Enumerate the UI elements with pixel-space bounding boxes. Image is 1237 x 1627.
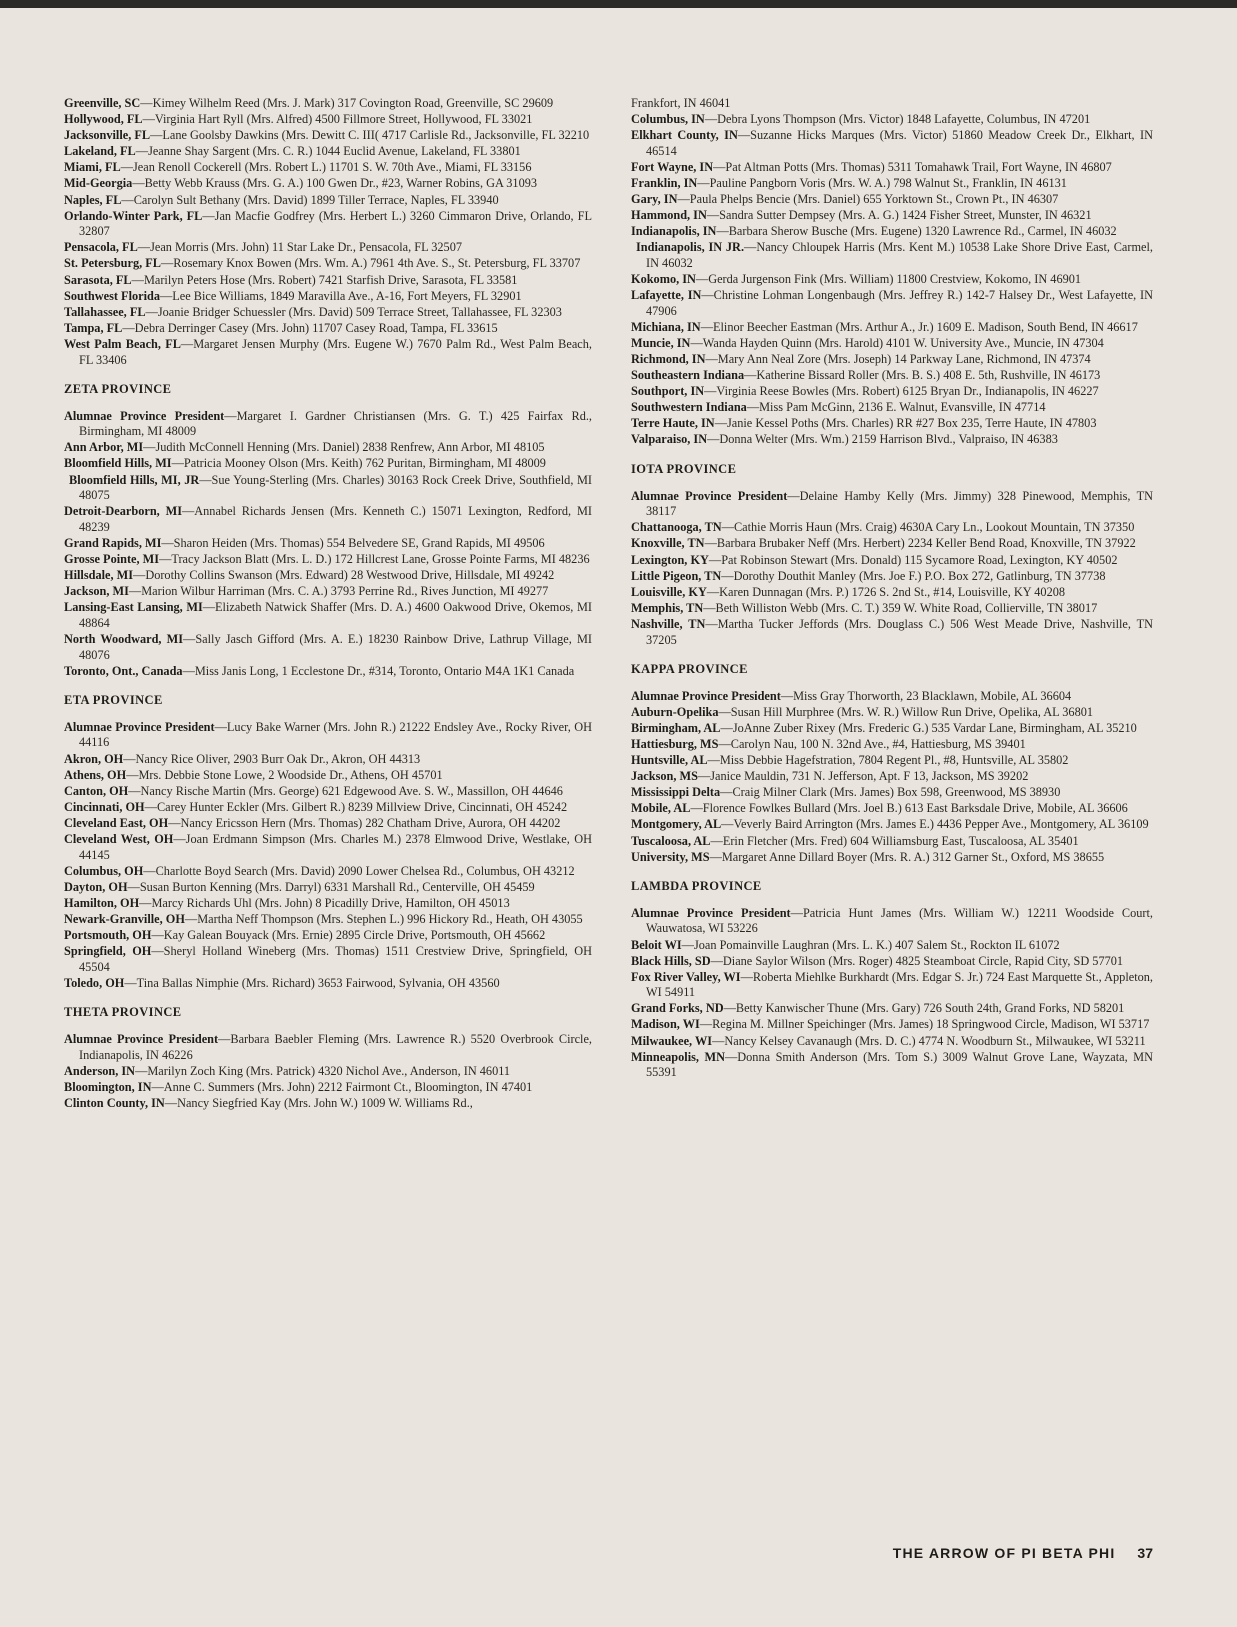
directory-entry <box>631 400 1153 416</box>
chapter-name: Tallahassee, FL <box>64 304 146 319</box>
directory-entry <box>64 880 592 896</box>
directory-entry <box>64 289 592 305</box>
directory-entry <box>64 160 592 176</box>
chapter-name: Alumnae Province President <box>64 1032 219 1047</box>
chapter-name: Louisville, KY <box>631 584 707 599</box>
chapter-name: Knoxville, TN <box>631 536 705 551</box>
entry-details: —Martha Tucker Jeffords (Mrs. Douglass C.) 506 West Meade Drive, Nashville, TN 37205 <box>646 616 1153 647</box>
province-heading: KAPPA PROVINCE <box>631 662 748 677</box>
chapter-name: Indianapolis, IN <box>631 224 717 239</box>
directory-entry <box>631 705 1153 721</box>
entry-details: —Elizabeth Natwick Shaffer (Mrs. D. A.) 4600 Oakwood Drive, Okemos, MI 48864 <box>79 600 592 630</box>
chapter-name: Grand Forks, ND <box>631 1001 724 1016</box>
chapter-name: Alumnae Province President <box>631 905 791 920</box>
entry-details: —Sheryl Holland Wineberg (Mrs. Thomas) 1511 Crestview Drive, Springfield, OH 45504 <box>79 944 593 974</box>
directory-entry <box>631 834 1153 850</box>
chapter-name: Clinton County, IN <box>64 1095 165 1110</box>
entry-details: —Charlotte Boyd Search (Mrs. David) 2090 Lower Chelsea Rd., Columbus, OH 43212 <box>143 863 575 878</box>
entry-details: —Debra Lyons Thompson (Mrs. Victor) 1848 Lafayette, Columbus, IN 47201 <box>704 112 1091 127</box>
publication-title: THE ARROW OF PI BETA PHI <box>892 1545 1116 1561</box>
chapter-name: Orlando-Winter Park, FL <box>64 208 203 223</box>
chapter-name: Anderson, IN <box>64 1063 136 1078</box>
entry-details: —Cathie Morris Haun (Mrs. Craig) 4630A Cary Ln., Lookout Mountain, TN 37350 <box>721 520 1135 535</box>
province-heading: ZETA PROVINCE <box>64 382 172 397</box>
entry-details: Frankfort, IN 46041 <box>631 96 731 110</box>
chapter-name: Grand Rapids, MI <box>64 535 162 550</box>
entry-details: —Joan Pomainville Laughran (Mrs. L. K.) 407 Salem St., Rockton IL 61072 <box>681 937 1060 952</box>
chapter-name: University, MS <box>631 849 710 864</box>
directory-entry <box>631 569 1153 585</box>
chapter-name: Miami, FL <box>64 160 121 175</box>
directory-entry <box>631 536 1153 552</box>
directory-entry <box>631 585 1153 601</box>
entry-details: —Christine Lohman Longenbaugh (Mrs. Jeffrey R.) 142-7 Halsey Dr., West Lafayette, IN 47906 <box>646 288 1153 318</box>
entry-details: —Florence Fowlkes Bullard (Mrs. Joel B.) 613 East Barksdale Drive, Mobile, AL 36606 <box>690 801 1128 816</box>
entry-details: —Nancy Chloupek Harris (Mrs. Kent M.) 10538 Lake Shore Drive East, Carmel, IN 46032 <box>646 240 1153 270</box>
chapter-name: St. Petersburg, FL <box>64 256 161 271</box>
directory-entry <box>631 801 1153 817</box>
entry-details: —Carey Hunter Eckler (Mrs. Gilbert R.) 8239 Millview Drive, Cincinnati, OH 45242 <box>144 799 568 814</box>
chapter-name: Fox River Valley, WI <box>631 969 741 984</box>
directory-entry <box>64 273 592 289</box>
chapter-name: Southwestern Indiana <box>631 400 747 415</box>
directory-entry <box>64 896 592 912</box>
directory-entry <box>64 504 592 535</box>
directory-entry <box>631 817 1153 833</box>
entry-details: —Pat Robinson Stewart (Mrs. Donald) 115 Sycamore Road, Lexington, KY 40502 <box>708 552 1118 567</box>
page-number: 37 <box>1137 1545 1153 1561</box>
chapter-name: Mobile, AL <box>631 801 691 816</box>
directory-entry <box>64 944 592 975</box>
chapter-name: Beloit WI <box>631 937 682 952</box>
directory-entry <box>64 240 592 256</box>
entry-details: —Betty Webb Krauss (Mrs. G. A.) 100 Gwen Dr., #23, Warner Robins, GA 31093 <box>132 176 538 191</box>
entry-details: —Roberta Miehlke Burkhardt (Mrs. Edgar S. Jr.) 724 East Marquette St., Appleton, WI 54911 <box>646 969 1153 1000</box>
chapter-name: Hammond, IN <box>631 208 707 223</box>
chapter-name: Lafayette, IN <box>631 288 702 303</box>
chapter-name: Auburn-Opelika <box>631 704 719 719</box>
entry-details: —Miss Janis Long, 1 Ecclestone Dr., #314, Toronto, Ontario M4A 1K1 Canada <box>182 663 575 678</box>
directory-entry <box>64 440 592 456</box>
entry-details: —Regina M. Millner Speichinger (Mrs. James) 18 Springwood Circle, Madison, WI 53717 <box>699 1017 1150 1032</box>
entry-details: —Kay Galean Bouyack (Mrs. Ernie) 2895 Circle Drive, Portsmouth, OH 45662 <box>151 928 546 943</box>
entry-details: —Susan Burton Kenning (Mrs. Darryl) 6331 Marshall Rd., Centerville, OH 45459 <box>127 879 535 894</box>
directory-entry <box>631 520 1153 536</box>
entry-details: —Tracy Jackson Blatt (Mrs. L. D.) 172 Hillcrest Lane, Grosse Pointe Farms, MI 48236 <box>159 552 590 567</box>
entry-details: —Carolyn Nau, 100 N. 32nd Ave., #4, Hattiesburg, MS 39401 <box>718 736 1026 751</box>
entry-details: —Barbara Baebler Fleming (Mrs. Lawrence R.) 5520 Overbrook Circle, Indianapolis, IN 46226 <box>79 1032 592 1062</box>
entry-details: —Nancy Rische Martin (Mrs. George) 621 Edgewood Ave. S. W., Massillon, OH 44646 <box>128 783 563 798</box>
entry-details: —Susan Hill Murphree (Mrs. W. R.) Willow Run Drive, Opelika, AL 36801 <box>718 704 1094 719</box>
chapter-name: Hamilton, OH <box>64 895 140 910</box>
chapter-name: Naples, FL <box>64 192 122 207</box>
chapter-name: Southeastern Indiana <box>631 368 745 383</box>
directory-entry <box>64 1064 592 1080</box>
chapter-name: Bloomfield Hills, MI <box>64 456 172 471</box>
directory-entry <box>64 128 592 144</box>
chapter-name: Southwest Florida <box>64 288 160 303</box>
chapter-name: Jackson, MI <box>64 584 129 599</box>
directory-entry <box>631 954 1153 970</box>
entry-details: —Karen Dunnagan (Mrs. P.) 1726 S. 2nd St., #14, Louisville, KY 40208 <box>706 584 1066 599</box>
directory-entry <box>64 568 592 584</box>
chapter-name: North Woodward, MI <box>64 632 184 646</box>
entry-details: —Carolyn Sult Bethany (Mrs. David) 1899 Tiller Terrace, Naples, FL 33940 <box>121 192 499 207</box>
chapter-name: Athens, OH <box>64 767 127 782</box>
entry-details: —Mrs. Debbie Stone Lowe, 2 Woodside Dr., Athens, OH 45701 <box>126 767 443 782</box>
entry-details: —Wanda Hayden Quinn (Mrs. Harold) 4101 W. University Ave., Muncie, IN 47304 <box>690 335 1104 350</box>
entry-details: —Mary Ann Neal Zore (Mrs. Joseph) 14 Parkway Lane, Richmond, IN 47374 <box>705 352 1091 366</box>
directory-entry <box>64 321 592 337</box>
directory-entry <box>631 617 1153 648</box>
directory-entry <box>631 416 1153 432</box>
directory-entry <box>64 456 592 472</box>
directory-entry <box>64 632 592 663</box>
entry-details: —Elinor Beecher Eastman (Mrs. Arthur A., Jr.) 1609 E. Madison, South Bend, IN 46617 <box>700 319 1138 334</box>
page-footer <box>840 1545 1153 1561</box>
directory-entry <box>631 240 1153 271</box>
chapter-name: Detroit-Dearborn, MI <box>64 504 182 519</box>
entry-details: —Margaret I. Gardner Christiansen (Mrs. G. T.) 425 Fairfax Rd., Birmingham, MI 48009 <box>79 408 592 439</box>
directory-entry <box>631 1050 1153 1081</box>
chapter-name: Lexington, KY <box>631 552 709 567</box>
directory-entry <box>64 584 592 600</box>
chapter-name: Gary, IN <box>631 192 678 207</box>
entry-details: —Marilyn Peters Hose (Mrs. Robert) 7421 Starfish Drive, Sarasota, FL 33581 <box>131 272 518 287</box>
chapter-name: Indianapolis, IN JR. <box>636 240 745 255</box>
entry-details: —Katherine Bissard Roller (Mrs. B. S.) 408 E. 5th, Rushville, IN 46173 <box>744 368 1101 383</box>
entry-details: —Craig Milner Clark (Mrs. James) Box 598, Greenwood, MS 38930 <box>720 785 1061 800</box>
directory-entry <box>64 305 592 321</box>
page-top-edge <box>0 0 1237 8</box>
directory-entry <box>64 600 592 631</box>
chapter-name: Chattanooga, TN <box>631 520 722 535</box>
entry-details: —Dorothy Douthit Manley (Mrs. Joe F.) P.O. Box 272, Gatlinburg, TN 37738 <box>721 568 1106 583</box>
chapter-name: Hollywood, FL <box>64 112 143 127</box>
directory-entry <box>64 112 592 128</box>
directory-entry <box>631 224 1153 240</box>
directory-entry <box>64 473 592 504</box>
directory-entry <box>64 664 592 680</box>
directory-entry <box>631 938 1153 954</box>
chapter-name: Richmond, IN <box>631 352 706 366</box>
chapter-name: Huntsville, AL <box>631 753 708 768</box>
entry-details: —Margaret Anne Dillard Boyer (Mrs. R. A.) 312 Garner St., Oxford, MS 38655 <box>709 849 1105 864</box>
right-column <box>631 96 1153 1081</box>
chapter-name: Bloomington, IN <box>64 1079 152 1094</box>
directory-entry <box>631 906 1153 937</box>
directory-entry <box>631 176 1153 192</box>
entry-details: —Beth Williston Webb (Mrs. C. T.) 359 W. White Road, Collierville, TN 38017 <box>703 600 1098 615</box>
entry-details: —Lucy Bake Warner (Mrs. John R.) 21222 Endsley Ave., Rocky River, OH 44116 <box>79 719 593 750</box>
chapter-name: Michiana, IN <box>631 319 701 334</box>
entry-details: —Janice Mauldin, 731 N. Jefferson, Apt. F 13, Jackson, MS 39202 <box>697 769 1029 784</box>
entry-details: —Anne C. Summers (Mrs. John) 2212 Fairmont Ct., Bloomington, IN 47401 <box>151 1079 533 1094</box>
chapter-name: Akron, OH <box>64 751 124 766</box>
chapter-name: Canton, OH <box>64 783 129 798</box>
entry-details: —Pauline Pangborn Voris (Mrs. W. A.) 798 Walnut St., Franklin, IN 46131 <box>697 175 1067 190</box>
directory-entry <box>631 553 1153 569</box>
chapter-name: Springfield, OH <box>64 944 152 959</box>
entry-details: —Sandra Sutter Dempsey (Mrs. A. G.) 1424 Fisher Street, Munster, IN 46321 <box>706 208 1092 223</box>
chapter-name: Minneapolis, MN <box>631 1049 725 1064</box>
chapter-name: Cleveland East, OH <box>64 815 169 830</box>
entry-details: —Dorothy Collins Swanson (Mrs. Edward) 28 Westwood Drive, Hillsdale, MI 49242 <box>133 568 555 583</box>
directory-entry <box>64 552 592 568</box>
entry-details: —Marilyn Zoch King (Mrs. Patrick) 4320 Nichol Ave., Anderson, IN 46011 <box>135 1063 511 1078</box>
chapter-name: Hillsdale, MI <box>64 568 134 583</box>
chapter-name: Hattiesburg, MS <box>631 736 719 751</box>
chapter-name: Mid-Georgia <box>64 176 133 191</box>
entry-details: —Lane Goolsby Dawkins (Mrs. Dewitt C. III( 4717 Carlisle Rd., Jacksonville, FL 32210 <box>150 128 590 143</box>
directory-entry <box>64 1096 592 1112</box>
directory-entry <box>64 864 592 880</box>
entry-details: —Annabel Richards Jensen (Mrs. Kenneth C.) 15071 Lexington, Redford, MI 48239 <box>79 504 592 534</box>
entry-details: —Marcy Richards Uhl (Mrs. John) 8 Picadilly Drive, Hamilton, OH 45013 <box>139 895 510 910</box>
directory-entry <box>631 850 1153 866</box>
directory-entry <box>64 209 592 240</box>
directory-entry <box>631 160 1153 176</box>
directory-entry <box>631 96 1153 112</box>
directory-entry <box>64 536 592 552</box>
entry-details: —Jean Renoll Cockerell (Mrs. Robert L.) 11701 S. W. 70th Ave., Miami, FL 33156 <box>120 160 532 175</box>
chapter-name: Portsmouth, OH <box>64 928 152 943</box>
chapter-name: Tampa, FL <box>64 320 123 335</box>
entry-details: —Joan Erdmann Simpson (Mrs. Charles M.) 2378 Elmwood Drive, Westlake, OH 44145 <box>79 832 592 862</box>
entry-details: —Patricia Hunt James (Mrs. William W.) 12211 Woodside Court, Wauwatosa, WI 53226 <box>646 905 1153 936</box>
chapter-name: Elkhart County, IN <box>631 128 738 143</box>
directory-entry <box>64 176 592 192</box>
chapter-name: Kokomo, IN <box>631 272 696 287</box>
directory-entry <box>631 288 1153 319</box>
province-heading: LAMBDA PROVINCE <box>631 879 762 894</box>
directory-entry <box>64 784 592 800</box>
chapter-name: Lakeland, FL <box>64 144 136 159</box>
entry-details: —Barbara Brubaker Neff (Mrs. Herbert) 2234 Keller Bend Road, Knoxville, TN 37922 <box>704 536 1136 551</box>
entry-details: —Miss Debbie Hagefstration, 7804 Regent Pl., #8, Huntsville, AL 35802 <box>707 753 1069 768</box>
directory-entry <box>631 352 1153 368</box>
chapter-name: Toledo, OH <box>64 975 125 990</box>
chapter-name: Franklin, IN <box>631 175 698 190</box>
entry-details: —Lee Bice Williams, 1849 Maravilla Ave., A-16, Fort Meyers, FL 32901 <box>160 288 522 303</box>
directory-entry <box>64 256 592 272</box>
entry-details: —Paula Phelps Bencie (Mrs. Daniel) 655 Yorktown St., Crown Pt., IN 46307 <box>677 192 1059 207</box>
chapter-name: Birmingham, AL <box>631 720 721 735</box>
directory-entry <box>631 753 1153 769</box>
chapter-name: Black Hills, SD <box>631 953 711 968</box>
chapter-name: Cincinnati, OH <box>64 799 145 814</box>
chapter-name: Alumnae Province President <box>631 688 781 703</box>
chapter-name: Southport, IN <box>631 384 705 399</box>
directory-entry <box>64 720 592 751</box>
directory-entry <box>64 409 592 440</box>
entry-details: —Margaret Jensen Murphy (Mrs. Eugene W.) 7670 Palm Rd., West Palm Beach, FL 33406 <box>79 336 592 367</box>
entry-details: —Diane Saylor Wilson (Mrs. Roger) 4825 Steamboat Circle, Rapid City, SD 57701 <box>710 953 1124 968</box>
chapter-name: Jacksonville, FL <box>64 128 151 143</box>
entry-details: —Martha Neff Thompson (Mrs. Stephen L.) 996 Hickory Rd., Heath, OH 43055 <box>184 912 583 926</box>
directory-entry <box>64 193 592 209</box>
directory-entry <box>64 912 592 928</box>
entry-details: —Delaine Hamby Kelly (Mrs. Jimmy) 328 Pinewood, Memphis, TN 38117 <box>646 488 1153 519</box>
entry-details: —Nancy Siegfried Kay (Mrs. John W.) 1009 W. Williams Rd., <box>164 1095 473 1110</box>
directory-entry <box>631 128 1153 159</box>
entry-details: —Suzanne Hicks Marques (Mrs. Victor) 51860 Meadow Creek Dr., Elkhart, IN 46514 <box>646 128 1153 158</box>
entry-details: —Jan Macfie Godfrey (Mrs. Herbert L.) 3260 Cimmaron Drive, Orlando, FL 32807 <box>79 208 592 239</box>
chapter-name: Bloomfield Hills, MI, JR <box>69 472 200 487</box>
chapter-name: West Palm Beach, FL <box>64 336 181 351</box>
directory-entry <box>631 737 1153 753</box>
chapter-name: Sarasota, FL <box>64 272 132 287</box>
directory-entry <box>631 208 1153 224</box>
directory-entry <box>64 96 592 112</box>
entry-details: —Jean Morris (Mrs. John) 11 Star Lake Dr., Pensacola, FL 32507 <box>137 240 463 255</box>
chapter-name: Montgomery, AL <box>631 817 722 832</box>
chapter-name: Muncie, IN <box>631 335 691 350</box>
directory-entry <box>64 768 592 784</box>
directory-entry <box>64 800 592 816</box>
directory-entry <box>64 1032 592 1063</box>
directory-entry <box>631 320 1153 336</box>
directory-entry <box>64 976 592 992</box>
directory-entry <box>631 785 1153 801</box>
directory-entry <box>631 689 1153 705</box>
entry-details: —Jeanne Shay Sargent (Mrs. C. R.) 1044 Euclid Avenue, Lakeland, FL 33801 <box>135 144 521 159</box>
directory-entry <box>64 1080 592 1096</box>
chapter-name: Valparaiso, IN <box>631 432 708 447</box>
entry-details: —Gerda Jurgenson Fink (Mrs. William) 11800 Crestview, Kokomo, IN 46901 <box>695 272 1082 287</box>
province-heading: ETA PROVINCE <box>64 693 163 708</box>
chapter-name: Alumnae Province President <box>64 408 225 423</box>
directory-entry <box>631 489 1153 520</box>
entry-details: —Nancy Ericsson Hern (Mrs. Thomas) 282 Chatham Drive, Aurora, OH 44202 <box>168 815 561 830</box>
directory-entry <box>631 1001 1153 1017</box>
entry-details: —Sharon Heiden (Mrs. Thomas) 554 Belvedere SE, Grand Rapids, MI 49506 <box>161 535 545 550</box>
chapter-name: Alumnae Province President <box>64 719 215 734</box>
chapter-name: Fort Wayne, IN <box>631 159 714 174</box>
entry-details: —Nancy Kelsey Cavanaugh (Mrs. D. C.) 4774 N. Woodburn St., Milwaukee, WI 53211 <box>712 1033 1146 1048</box>
entry-details: —Patricia Mooney Olson (Mrs. Keith) 762 Puritan, Birmingham, MI 48009 <box>171 456 546 471</box>
directory-entry <box>64 337 592 368</box>
chapter-name: Milwaukee, WI <box>631 1033 713 1048</box>
directory-entry <box>631 601 1153 617</box>
entry-details: —Donna Welter (Mrs. Wm.) 2159 Harrison Blvd., Valpraiso, IN 46383 <box>707 432 1058 447</box>
directory-entry <box>64 928 592 944</box>
directory-entry <box>631 368 1153 384</box>
directory-entry <box>631 1017 1153 1033</box>
chapter-name: Greenville, SC <box>64 96 141 110</box>
entry-details: —Veverly Baird Arrington (Mrs. James E.) 4436 Pepper Ave., Montgomery, AL 36109 <box>721 817 1149 832</box>
chapter-name: Mississippi Delta <box>631 785 721 800</box>
directory-entry <box>631 970 1153 1001</box>
entry-details: —Barbara Sherow Busche (Mrs. Eugene) 1320 Lawrence Rd., Carmel, IN 46032 <box>716 224 1117 239</box>
entry-details: —Erin Fletcher (Mrs. Fred) 604 Williamsburg East, Tuscaloosa, AL 35401 <box>710 833 1079 848</box>
entry-details: —Kimey Wilhelm Reed (Mrs. J. Mark) 317 Covington Road, Greenville, SC 29609 <box>140 96 554 110</box>
chapter-name: Cleveland West, OH <box>64 832 174 847</box>
chapter-name: Ann Arbor, MI <box>64 440 144 455</box>
directory-entry <box>631 432 1153 448</box>
directory-entry <box>64 144 592 160</box>
chapter-name: Nashville, TN <box>631 616 706 631</box>
chapter-name: Memphis, TN <box>631 600 704 615</box>
chapter-name: Dayton, OH <box>64 879 128 894</box>
entry-details: —Debra Derringer Casey (Mrs. John) 11707 Casey Road, Tampa, FL 33615 <box>122 320 498 335</box>
directory-entry <box>631 1034 1153 1050</box>
chapter-name: Jackson, MS <box>631 769 698 784</box>
entry-details: —Tina Ballas Nimphie (Mrs. Richard) 3653 Fairwood, Sylvania, OH 43560 <box>124 975 500 990</box>
chapter-name: Columbus, IN <box>631 112 705 127</box>
entry-details: —Janie Kessel Poths (Mrs. Charles) RR #27 Box 235, Terre Haute, IN 47803 <box>714 416 1097 431</box>
entry-details: —Miss Gray Thorworth, 23 Blacklawn, Mobile, AL 36604 <box>780 688 1072 703</box>
chapter-name: Madison, WI <box>631 1017 700 1032</box>
entry-details: —Donna Smith Anderson (Mrs. Tom S.) 3009 Walnut Grove Lane, Wayzata, MN 55391 <box>646 1049 1153 1080</box>
province-heading: THETA PROVINCE <box>64 1005 182 1020</box>
chapter-name: Little Pigeon, TN <box>631 568 722 583</box>
entry-details: —JoAnne Zuber Rixey (Mrs. Frederic G.) 535 Vardar Lane, Birmingham, AL 35210 <box>720 720 1137 735</box>
entry-details: —Sally Jasch Gifford (Mrs. A. E.) 18230 Rainbow Drive, Lathrup Village, MI 48076 <box>79 632 592 662</box>
directory-entry <box>631 192 1153 208</box>
directory-entry <box>631 336 1153 352</box>
entry-details: —Joanie Bridger Schuessler (Mrs. David) 509 Terrace Street, Tallahassee, FL 32303 <box>145 304 562 319</box>
directory-entry <box>64 816 592 832</box>
entry-details: —Rosemary Knox Bowen (Mrs. Wm. A.) 7961 4th Ave. S., St. Petersburg, FL 33707 <box>161 256 581 271</box>
chapter-name: Alumnae Province President <box>631 488 788 503</box>
province-heading: IOTA PROVINCE <box>631 462 737 477</box>
directory-entry <box>64 832 592 863</box>
chapter-name: Columbus, OH <box>64 863 144 878</box>
chapter-name: Terre Haute, IN <box>631 416 715 431</box>
entry-details: —Marion Wilbur Harriman (Mrs. C. A.) 3793 Perrine Rd., Rives Junction, MI 49277 <box>128 584 549 599</box>
directory-entry <box>631 384 1153 400</box>
left-column <box>64 96 592 1112</box>
entry-details: —Judith McConnell Henning (Mrs. Daniel) 2838 Renfrew, Ann Arbor, MI 48105 <box>143 440 545 455</box>
chapter-name: Newark-Granville, OH <box>64 912 185 926</box>
entry-details: —Miss Pam McGinn, 2136 E. Walnut, Evansville, IN 47714 <box>746 400 1046 415</box>
directory-entry <box>631 769 1153 785</box>
entry-details: —Betty Kanwischer Thune (Mrs. Gary) 726 South 24th, Grand Forks, ND 58201 <box>723 1001 1125 1016</box>
chapter-name: Tuscaloosa, AL <box>631 833 711 848</box>
chapter-name: Pensacola, FL <box>64 240 138 255</box>
entry-details: —Nancy Rice Oliver, 2903 Burr Oak Dr., Akron, OH 44313 <box>123 751 421 766</box>
chapter-name: Lansing-East Lansing, MI <box>64 600 203 615</box>
directory-entry <box>64 752 592 768</box>
entry-details: —Virginia Hart Ryll (Mrs. Alfred) 4500 Fillmore Street, Hollywood, FL 33021 <box>142 112 533 127</box>
directory-entry <box>631 721 1153 737</box>
directory-entry <box>631 112 1153 128</box>
chapter-name: Toronto, Ont., Canada <box>64 663 183 678</box>
directory-entry <box>631 272 1153 288</box>
entry-details: —Virginia Reese Bowles (Mrs. Robert) 6125 Bryan Dr., Indianapolis, IN 46227 <box>704 384 1099 399</box>
entry-details: —Pat Altman Potts (Mrs. Thomas) 5311 Tomahawk Trail, Fort Wayne, IN 46807 <box>713 159 1112 174</box>
entry-details: —Sue Young-Sterling (Mrs. Charles) 30163 Rock Creek Drive, Southfield, MI 48075 <box>79 472 592 503</box>
chapter-name: Grosse Pointe, MI <box>64 552 160 567</box>
